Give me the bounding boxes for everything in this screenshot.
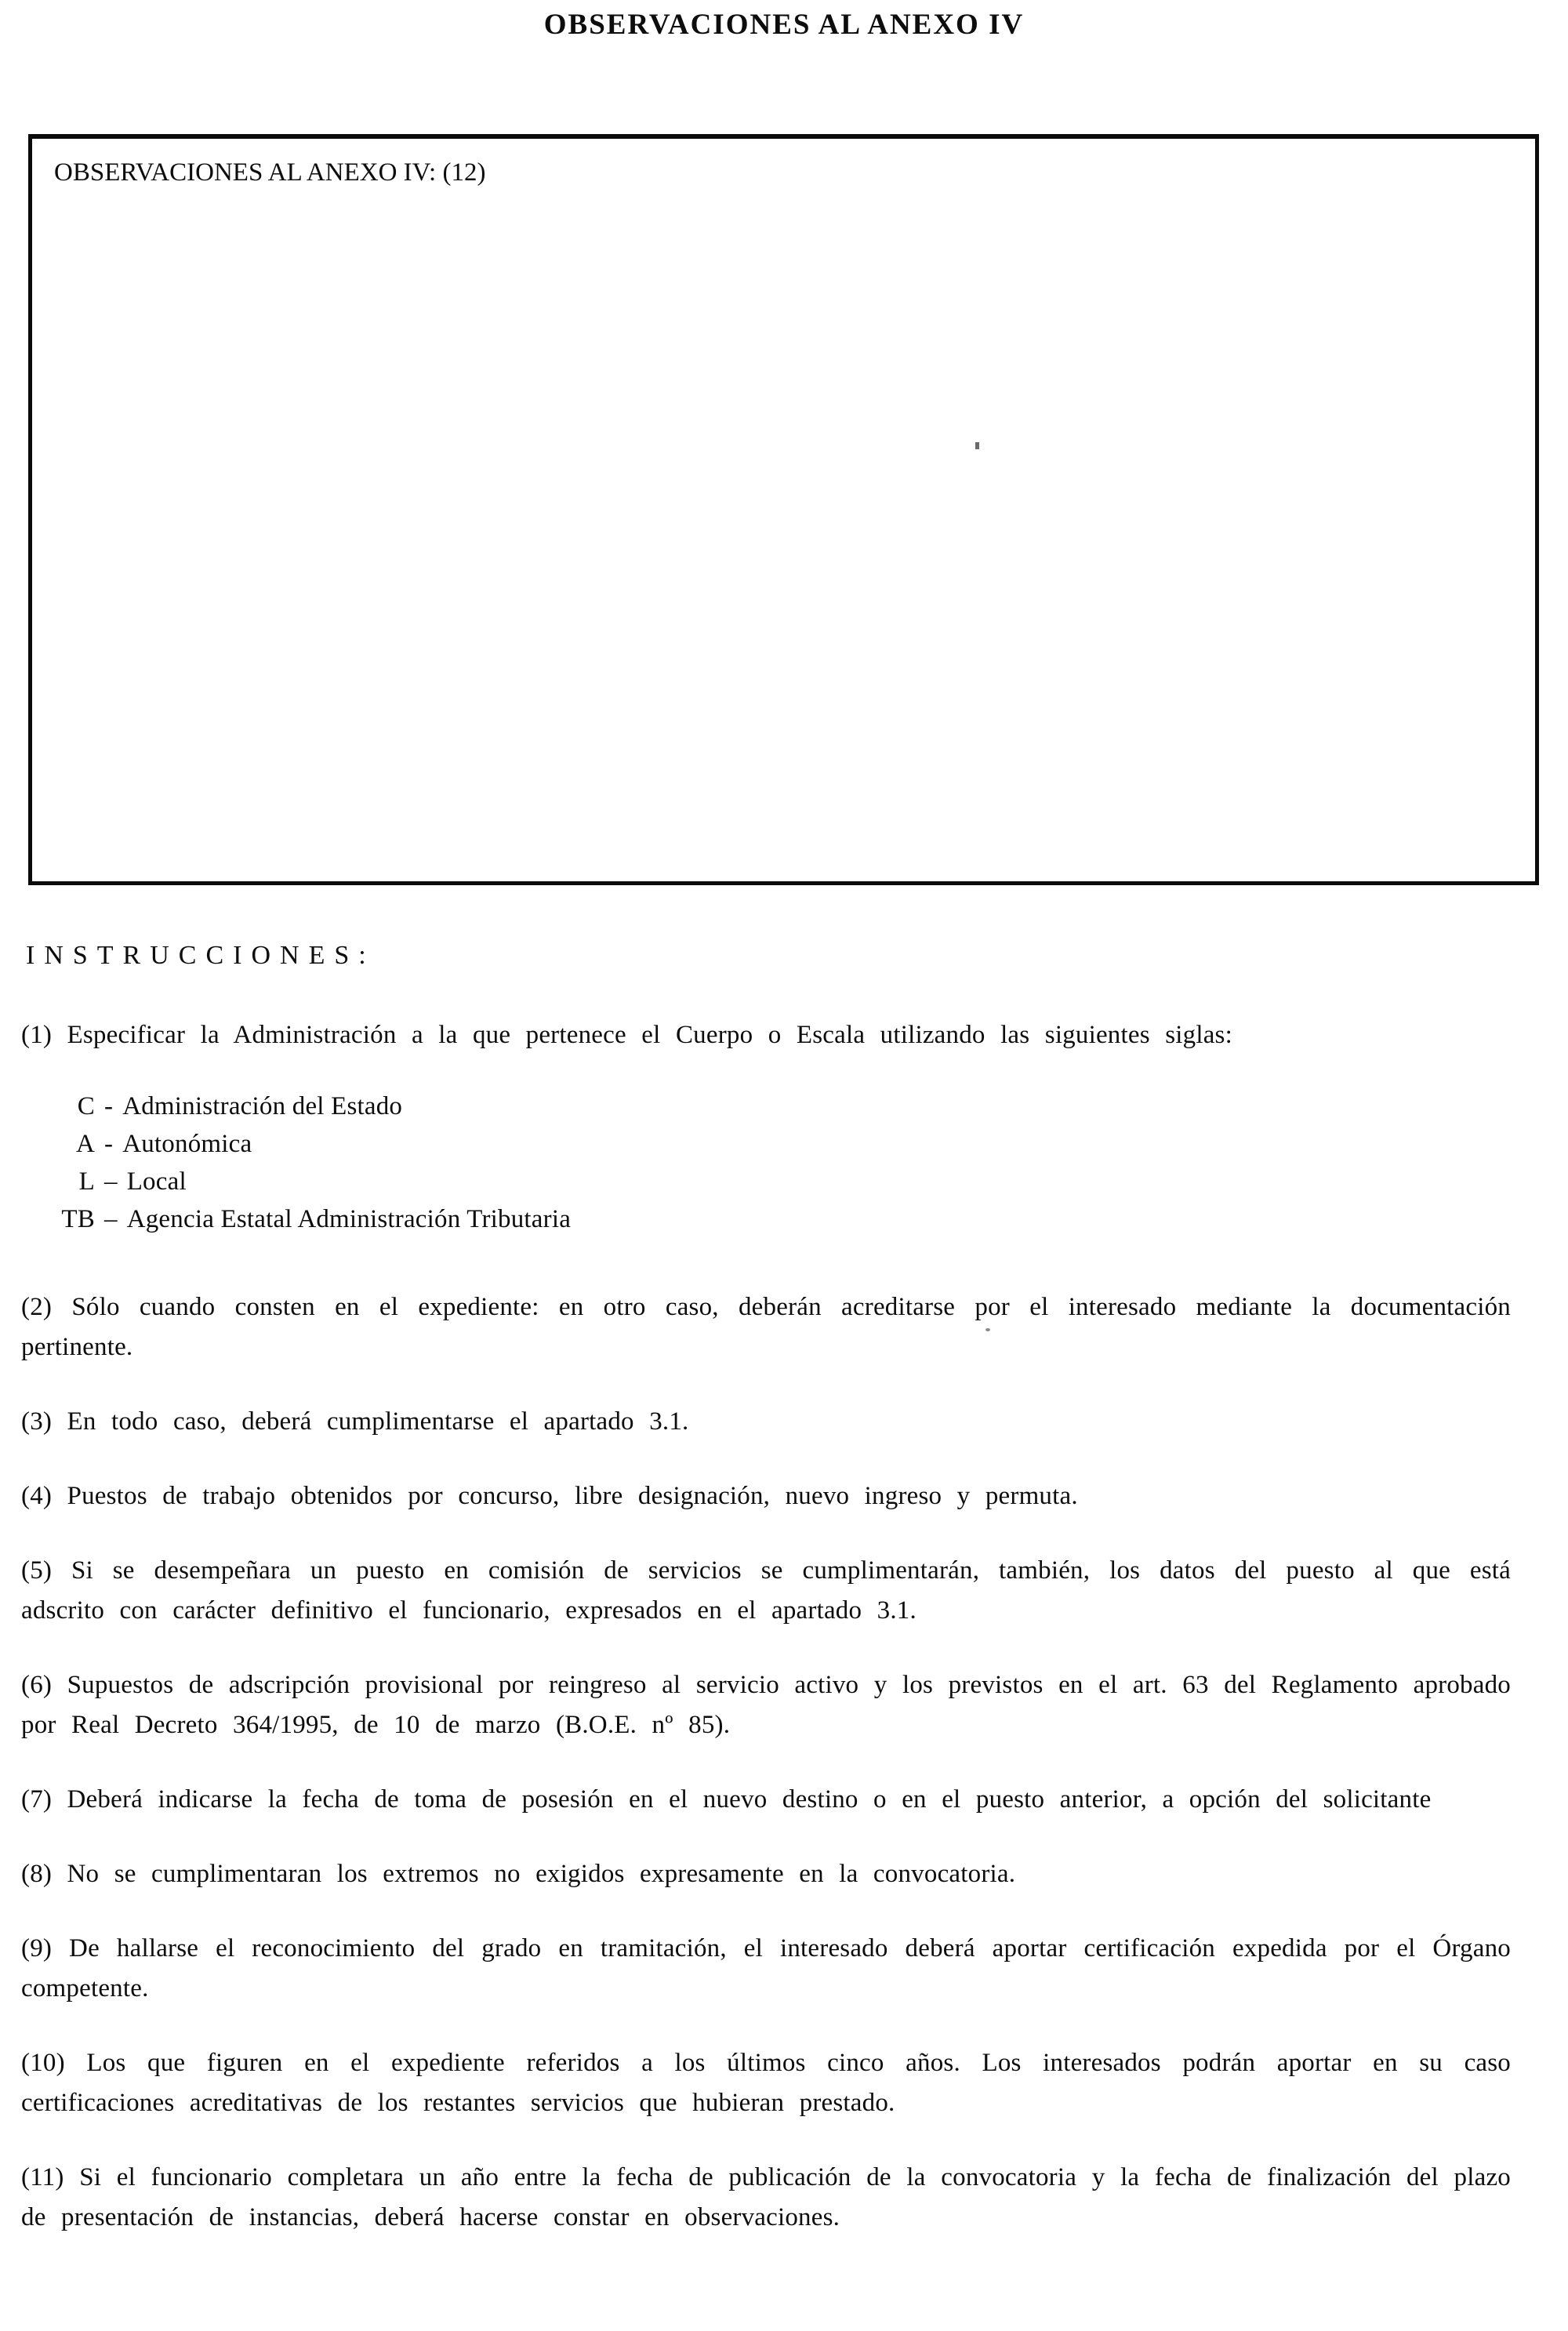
sigla-row-tb — [45, 1201, 1511, 1239]
sigla-separator: – — [104, 1167, 118, 1196]
sigla-code: C — [77, 1092, 95, 1121]
instruction-item-10: (10) Los que figuren en el expediente referidos a los últimos cinco años. Los interesados podrán aportar en su caso certificaciones acreditativas de los restantes servicios que hubieran prestado. — [21, 2048, 1511, 2117]
sigla-code: A — [75, 1130, 95, 1159]
sigla-label: Local — [126, 1167, 187, 1196]
instruction-item-9: (9) De hallarse el reconocimiento del grado en tramitación, el interesado deberá aportar certificación expedida por el Órgano competente. — [21, 1933, 1511, 2002]
sigla-row-a — [45, 1126, 1511, 1164]
instruction-item-3: (3) En todo caso, deberá cumplimentarse el apartado 3.1. — [21, 1407, 689, 1436]
instructions-heading: INSTRUCCIONES: — [26, 940, 376, 970]
instruction-item-6: (6) Supuestos de adscripción provisional por reingreso al servicio activo y los previstos en el art. 63 del Reglamento aprobado por Real Decreto 364/1995, de 10 de marzo (B.O.E. nº 85). — [21, 1670, 1511, 1739]
sigla-separator: – — [104, 1205, 118, 1233]
instructions-section — [21, 940, 1511, 2238]
instruction-item-8: (8) No se cumplimentaran los extremos no exigidos expresamente en la convocatoria. — [21, 1859, 1016, 1888]
sigla-label: Autonómica — [122, 1130, 252, 1159]
observations-box — [28, 134, 1539, 885]
sigla-code: TB — [61, 1205, 95, 1233]
sigla-row-l — [45, 1164, 1511, 1201]
sigla-separator: - — [104, 1130, 114, 1159]
instruction-item-5: (5) Si se desempeñara un puesto en comisión de servicios se cumplimentarán, también, los datos del puesto al que está adscrito con carácter definitivo el funcionario, expresados en el apartado 3.1. — [21, 1556, 1511, 1625]
sigla-separator: - — [104, 1092, 114, 1121]
observations-box-label: OBSERVACIONES AL ANEXO IV: (12) — [54, 158, 486, 187]
sigla-label: Administración del Estado — [122, 1092, 403, 1121]
scan-speck — [985, 1328, 990, 1331]
sigla-label: Agencia Estatal Administración Tributaria — [126, 1205, 572, 1233]
scan-speck — [975, 442, 979, 449]
sigla-row-c — [45, 1088, 1511, 1126]
instruction-item-4: (4) Puestos de trabajo obtenidos por concurso, libre designación, nuevo ingreso y permuta. — [21, 1481, 1078, 1510]
instruction-item-1: (1) Especificar la Administración a la que pertenece el Cuerpo o Escala utilizando las siguientes siglas: — [21, 1021, 1232, 1050]
siglas-list — [21, 1088, 1511, 1238]
sigla-code: L — [78, 1167, 95, 1196]
page-title: OBSERVACIONES AL ANEXO IV — [543, 9, 1025, 41]
instruction-item-2: (2) Sólo cuando consten en el expediente: en otro caso, deberán acreditarse por el interesado mediante la documentación pertinente. — [21, 1292, 1511, 1361]
instruction-item-7: (7) Deberá indicarse la fecha de toma de posesión en el nuevo destino o en el puesto anterior, a opción del solicitante — [21, 1785, 1432, 1814]
instruction-item-11: (11) Si el funcionario completara un año entre la fecha de publicación de la convocatoria y la fecha de finalización del plazo de presentación de instancias, deberá hacerse constar en observaciones. — [21, 2162, 1511, 2231]
